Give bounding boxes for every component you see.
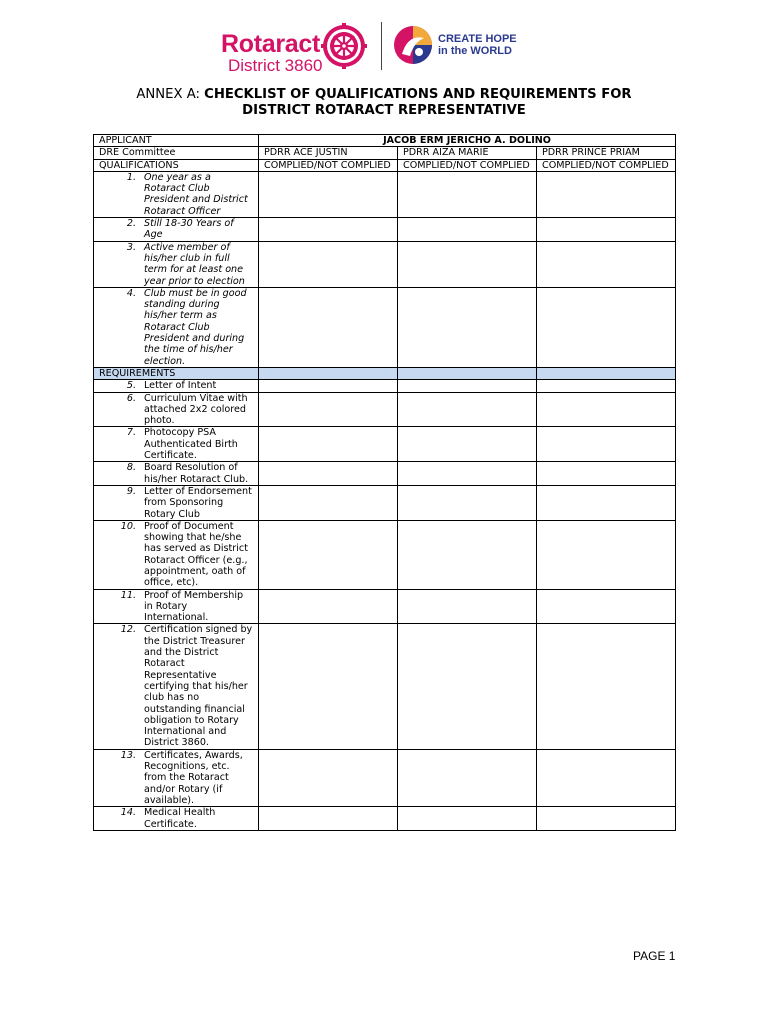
compliance-cell[interactable]	[398, 485, 537, 520]
compliance-cell[interactable]	[398, 807, 537, 831]
compliance-cell[interactable]	[537, 380, 676, 392]
compliance-cell[interactable]	[537, 427, 676, 462]
requirements-header-cell	[398, 367, 537, 379]
item-text: Certification signed by the District Treasurer and the District Rotaract Representative certifying that his/her club has no outstanding financial obligation to Rotary International and District 3860.	[144, 624, 253, 749]
district-label: District 3860	[228, 56, 323, 75]
committee-row	[94, 147, 676, 159]
checklist-item-row	[94, 427, 676, 462]
compliance-cell[interactable]	[537, 287, 676, 367]
item-number: 3.	[126, 241, 136, 253]
checklist-item-row	[94, 749, 676, 806]
list-item	[99, 521, 253, 589]
checklist-item-row	[94, 171, 676, 217]
item-number: 10.	[120, 520, 136, 532]
item-number: 12.	[120, 624, 136, 636]
list-item	[99, 590, 253, 624]
committee-member: PDRR ACE JUSTIN	[259, 147, 398, 159]
item-number: 2.	[126, 218, 136, 230]
tagline-line-1: CREATE HOPE	[438, 33, 517, 45]
item-cell	[94, 392, 259, 427]
list-item	[99, 462, 253, 485]
checklist-item-row	[94, 241, 676, 287]
item-number: 8.	[126, 462, 136, 474]
compliance-cell[interactable]	[398, 241, 537, 287]
checklist-item-row	[94, 807, 676, 831]
compliance-cell[interactable]	[398, 520, 537, 589]
list-item	[99, 427, 253, 461]
compliance-cell[interactable]	[398, 218, 537, 242]
compliance-cell[interactable]	[398, 171, 537, 217]
item-cell	[94, 589, 259, 624]
committee-member: PDRR AIZA MARIE	[398, 147, 537, 159]
item-text: Proof of Document showing that he/she has served as District Rotaract Officer (e.g., appointment, oath of office, etc).	[144, 520, 248, 589]
item-text: Active member of his/her club in full term for at least one year prior to election	[144, 241, 245, 287]
document-header	[0, 18, 768, 78]
compliance-cell[interactable]	[259, 380, 398, 392]
list-item	[99, 393, 253, 427]
item-text: Curriculum Vitae with attached 2x2 colored photo.	[144, 392, 248, 427]
compliance-cell[interactable]	[398, 287, 537, 367]
requirements-header-cell	[259, 367, 398, 379]
compliance-cell[interactable]	[259, 218, 398, 242]
item-number: 7.	[126, 427, 136, 439]
item-cell	[94, 807, 259, 831]
list-item	[99, 242, 253, 287]
list-item	[99, 218, 253, 241]
item-number: 5.	[126, 380, 136, 392]
list-item	[99, 172, 253, 217]
compliance-cell[interactable]	[259, 520, 398, 589]
title-line-2: DISTRICT ROTARACT REPRESENTATIVE	[242, 103, 526, 118]
checklist-item-row	[94, 462, 676, 486]
compliance-cell[interactable]	[398, 749, 537, 806]
item-number: 9.	[126, 485, 136, 497]
requirements-header-row	[94, 367, 676, 379]
item-number: 11.	[120, 589, 136, 601]
page-number: PAGE 1	[633, 949, 676, 963]
compliance-cell[interactable]	[259, 807, 398, 831]
item-cell	[94, 749, 259, 806]
committee-label: DRE Committee	[94, 147, 259, 159]
list-item	[99, 486, 253, 520]
item-text: Medical Health Certificate.	[144, 807, 216, 830]
qualifications-label: QUALIFICATIONS	[94, 159, 259, 171]
compliance-cell[interactable]	[398, 624, 537, 749]
list-item	[99, 288, 253, 367]
item-number: 1.	[126, 171, 136, 183]
committee-member: PDRR PRINCE PRIAM	[537, 147, 676, 159]
list-item	[99, 380, 253, 391]
compliance-cell[interactable]	[259, 392, 398, 427]
status-header: COMPLIED/NOT COMPLIED	[259, 159, 398, 171]
applicant-row	[94, 135, 676, 147]
compliance-cell[interactable]	[398, 462, 537, 486]
compliance-cell[interactable]	[537, 749, 676, 806]
compliance-cell[interactable]	[259, 485, 398, 520]
list-item	[99, 624, 253, 748]
item-cell	[94, 287, 259, 367]
compliance-cell[interactable]	[259, 462, 398, 486]
logo-divider	[381, 22, 382, 70]
item-text: Certificates, Awards, Recognitions, etc. from the Rotaract and/or Rotary (if available).	[144, 749, 243, 806]
compliance-cell[interactable]	[537, 392, 676, 427]
applicant-name: JACOB ERM JERICHO A. DOLINO	[259, 135, 676, 147]
document-title	[0, 87, 768, 119]
item-cell	[94, 485, 259, 520]
item-cell	[94, 380, 259, 392]
compliance-cell[interactable]	[259, 749, 398, 806]
checklist-table	[93, 134, 676, 831]
item-cell	[94, 218, 259, 242]
compliance-cell[interactable]	[537, 462, 676, 486]
item-cell	[94, 241, 259, 287]
compliance-cell[interactable]	[259, 171, 398, 217]
list-item	[99, 750, 253, 806]
checklist-item-row	[94, 392, 676, 427]
title-prefix: ANNEX A:	[136, 87, 205, 102]
compliance-cell[interactable]	[537, 218, 676, 242]
item-text: One year as a Rotaract Club President and District Rotaract Officer	[144, 171, 248, 217]
compliance-cell[interactable]	[398, 589, 537, 624]
compliance-cell[interactable]	[537, 171, 676, 217]
item-cell	[94, 427, 259, 462]
status-header: COMPLIED/NOT COMPLIED	[537, 159, 676, 171]
rotary-wheel-icon	[320, 22, 368, 70]
checklist-item-row	[94, 287, 676, 367]
rotaract-wordmark: Rotaract	[221, 30, 321, 58]
compliance-cell[interactable]	[259, 241, 398, 287]
item-text: Club must be in good standing during his/her term as Rotaract Club President and during the time of his/her election.	[144, 287, 247, 367]
item-text: Letter of Intent	[144, 380, 217, 392]
checklist-item-row	[94, 218, 676, 242]
item-number: 14.	[120, 807, 136, 819]
item-cell	[94, 462, 259, 486]
item-text: Still 18-30 Years of Age	[144, 218, 234, 241]
compliance-cell[interactable]	[259, 287, 398, 367]
item-cell	[94, 520, 259, 589]
qualifications-header-row	[94, 159, 676, 171]
item-number: 13.	[120, 749, 136, 761]
compliance-cell[interactable]	[259, 624, 398, 749]
item-text: Proof of Membership in Rotary International.	[144, 589, 244, 624]
checklist-item-row	[94, 380, 676, 392]
create-hope-logo-icon	[392, 24, 434, 66]
compliance-cell[interactable]	[398, 392, 537, 427]
checklist-item-row	[94, 520, 676, 589]
checklist-item-row	[94, 589, 676, 624]
compliance-cell[interactable]	[537, 589, 676, 624]
requirements-header-cell	[537, 367, 676, 379]
item-text: Letter of Endorsement from Sponsoring Rotary Club	[144, 485, 252, 520]
create-hope-tagline	[438, 33, 517, 57]
item-text: Board Resolution of his/her Rotaract Club.	[144, 462, 249, 485]
item-text: Photocopy PSA Authenticated Birth Certificate.	[144, 427, 238, 462]
compliance-cell[interactable]	[537, 485, 676, 520]
compliance-cell[interactable]	[537, 807, 676, 831]
compliance-cell[interactable]	[398, 427, 537, 462]
requirements-label: REQUIREMENTS	[94, 367, 259, 379]
compliance-cell[interactable]	[398, 380, 537, 392]
item-cell	[94, 171, 259, 217]
title-line-1: CHECKLIST OF QUALIFICATIONS AND REQUIREMENTS FOR	[204, 87, 632, 102]
checklist-item-row	[94, 485, 676, 520]
compliance-cell[interactable]	[537, 241, 676, 287]
item-number: 4.	[126, 287, 136, 299]
applicant-label: APPLICANT	[94, 135, 259, 147]
item-number: 6.	[126, 392, 136, 404]
list-item	[99, 807, 253, 830]
compliance-cell[interactable]	[537, 520, 676, 589]
tagline-line-2: in the WORLD	[438, 45, 512, 57]
compliance-cell[interactable]	[537, 624, 676, 749]
checklist-item-row	[94, 624, 676, 749]
status-header: COMPLIED/NOT COMPLIED	[398, 159, 537, 171]
compliance-cell[interactable]	[259, 427, 398, 462]
item-cell	[94, 624, 259, 749]
compliance-cell[interactable]	[259, 589, 398, 624]
